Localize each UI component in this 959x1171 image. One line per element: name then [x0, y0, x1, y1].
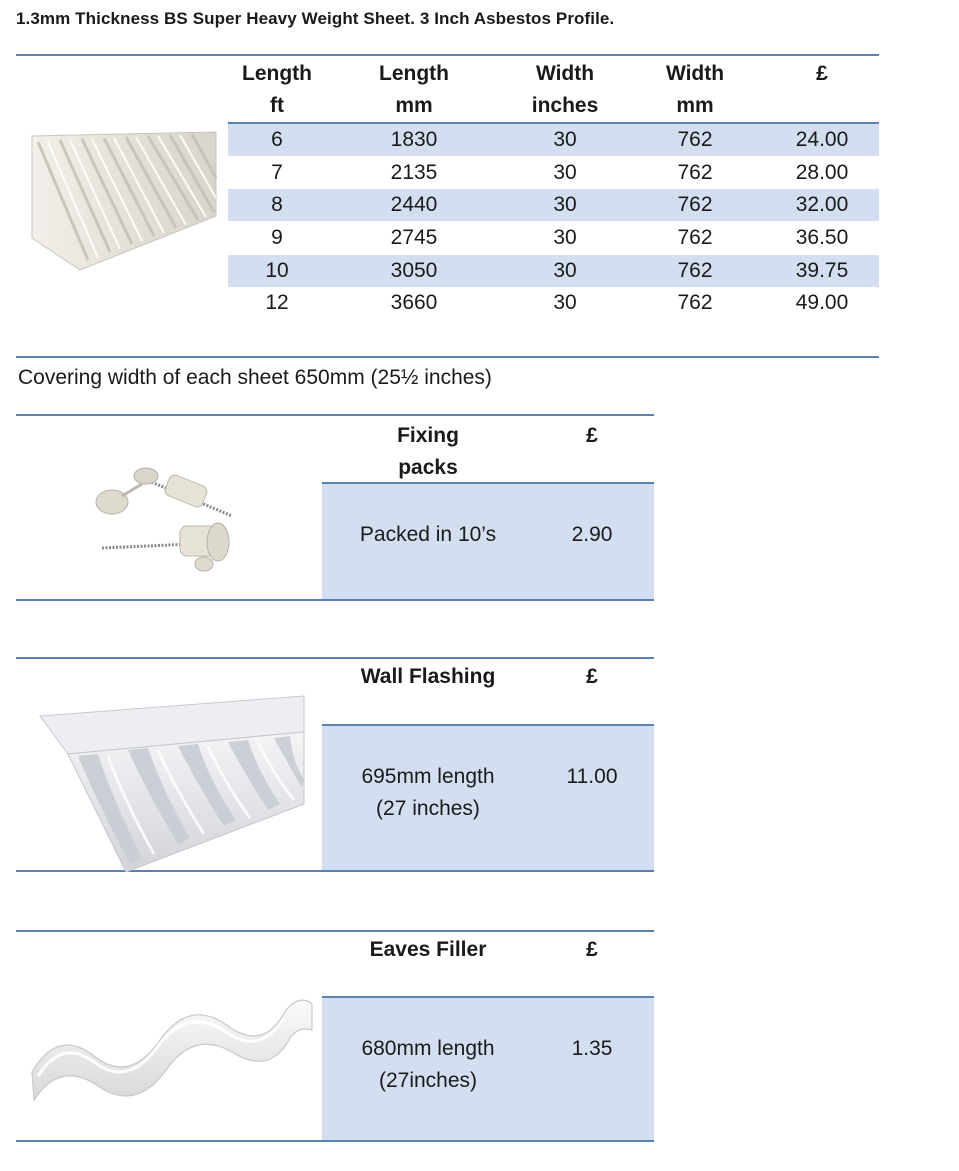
description-line: (27 inches): [376, 797, 480, 820]
page-title: 1.3mm Thickness BS Super Heavy Weight Sheet. 3 Inch Asbestos Profile.: [16, 9, 615, 28]
cell-width-mm: 762: [677, 259, 713, 282]
flashing-price-header: £: [586, 665, 598, 688]
cell-length-ft: 12: [265, 291, 289, 314]
table-top-rule: [16, 54, 879, 56]
header-length-mm: [348, 58, 480, 122]
header-text: packs: [398, 456, 458, 479]
header-length-ft: [228, 58, 326, 122]
eaves-header: Eaves Filler: [369, 938, 487, 961]
cell-width-in: 30: [553, 161, 577, 184]
eaves-price: 1.35: [571, 1037, 613, 1060]
cell-price: 49.00: [795, 291, 849, 314]
cell-length-ft: 8: [271, 193, 283, 216]
cell-length-mm: 3660: [390, 291, 438, 314]
cell-length-mm: 1830: [390, 128, 438, 151]
cell-price: 24.00: [795, 128, 849, 151]
cell-width-mm: 762: [677, 291, 713, 314]
cell-length-mm: 2135: [390, 161, 438, 184]
fixing-description: Packed in 10’s: [359, 523, 497, 546]
eaves-price-header: £: [586, 938, 598, 961]
header-width-inches: [500, 58, 630, 122]
header-text: Length: [242, 62, 312, 85]
cell-price: 32.00: [795, 193, 849, 216]
fixing-header: [340, 420, 516, 484]
header-price: [770, 58, 874, 90]
cell-length-ft: 7: [271, 161, 283, 184]
cell-width-in: 30: [553, 128, 577, 151]
header-text: Length: [379, 62, 449, 85]
cell-length-mm: 3050: [390, 259, 438, 282]
corrugated-sheet-image: [28, 128, 220, 276]
table-bottom-rule: [16, 356, 879, 358]
header-text: Width: [665, 62, 725, 85]
description-line: 680mm length: [361, 1037, 495, 1060]
header-text: £: [816, 62, 828, 85]
fixing-bottom-rule: [16, 599, 654, 601]
flashing-top-rule: [16, 657, 654, 659]
header-text: mm: [395, 94, 433, 117]
eaves-description: [330, 1033, 526, 1097]
cell-length-ft: 9: [271, 226, 283, 249]
cell-width-in: 30: [553, 193, 577, 216]
description-line: 695mm length: [361, 765, 495, 788]
cell-width-mm: 762: [677, 193, 713, 216]
flashing-description: [330, 761, 526, 825]
cell-width-in: 30: [553, 291, 577, 314]
header-text: Fixing: [397, 424, 459, 447]
fixing-price-header: £: [586, 424, 598, 447]
cell-width-mm: 762: [677, 226, 713, 249]
cell-price: 39.75: [795, 259, 849, 282]
fixing-price: 2.90: [571, 523, 613, 546]
cell-length-mm: 2745: [390, 226, 438, 249]
cell-length-mm: 2440: [390, 193, 438, 216]
cell-width-mm: 762: [677, 128, 713, 151]
fixing-top-rule: [16, 414, 654, 416]
cell-price: 36.50: [795, 226, 849, 249]
header-text: ft: [270, 94, 284, 117]
header-text: inches: [531, 94, 599, 117]
cell-length-ft: 6: [271, 128, 283, 151]
covering-width-note: Covering width of each sheet 650mm (25½ inches): [18, 366, 492, 389]
wall-flashing-image: [38, 694, 308, 874]
cell-width-in: 30: [553, 259, 577, 282]
eaves-filler-image: [28, 990, 314, 1110]
header-text: Width: [535, 62, 595, 85]
header-text: mm: [676, 94, 714, 117]
flashing-header: Wall Flashing: [360, 665, 496, 688]
cell-price: 28.00: [795, 161, 849, 184]
cell-length-ft: 10: [265, 259, 289, 282]
header-width-mm: [630, 58, 760, 122]
flashing-price: 11.00: [566, 765, 618, 788]
eaves-top-rule: [16, 930, 654, 932]
eaves-bottom-rule: [16, 1140, 654, 1142]
cell-width-mm: 762: [677, 161, 713, 184]
fixing-screws-image: [82, 456, 242, 576]
description-line: (27inches): [378, 1069, 478, 1092]
cell-width-in: 30: [553, 226, 577, 249]
